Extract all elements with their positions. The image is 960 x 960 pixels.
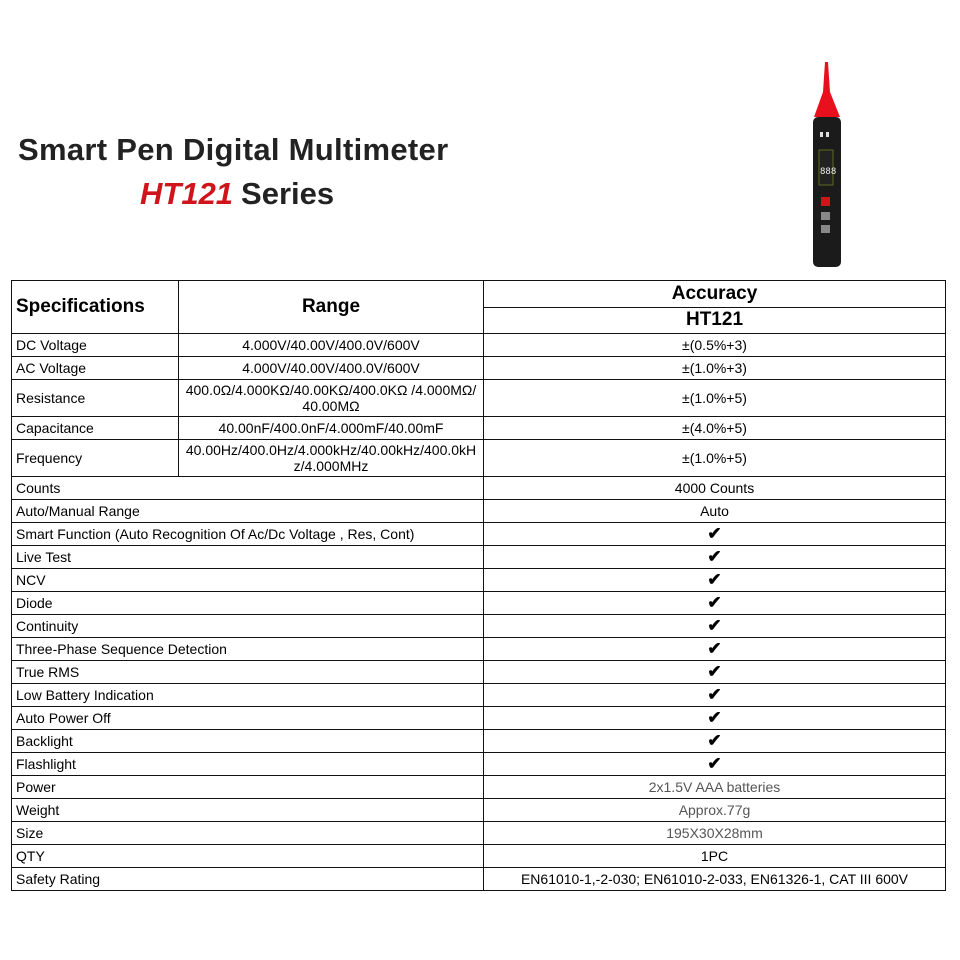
table-row [12, 776, 946, 799]
spec-value: Approx.77g [484, 799, 946, 822]
header-specifications: Specifications [12, 281, 179, 334]
spec-table [11, 280, 946, 891]
spec-value: Auto [484, 500, 946, 523]
check-icon: ✔ [484, 523, 946, 546]
spec-label: Continuity [12, 615, 484, 638]
table-row [12, 592, 946, 615]
table-row [12, 500, 946, 523]
spec-label: NCV [12, 569, 484, 592]
table-row [12, 822, 946, 845]
spec-label: Resistance [12, 380, 179, 417]
spec-label: Safety Rating [12, 868, 484, 891]
spec-label: Size [12, 822, 484, 845]
check-icon: ✔ [484, 592, 946, 615]
range-value: 40.00Hz/400.0Hz/4.000kHz/40.00kHz/400.0kHz/4.000MHz [179, 440, 484, 477]
svg-text:888: 888 [820, 167, 837, 177]
table-row [12, 357, 946, 380]
table-row [12, 615, 946, 638]
spec-value: EN61010-1,-2-030; EN61010-2-033, EN61326-1, CAT III 600V [484, 868, 946, 891]
accuracy-value: ±(1.0%+5) [484, 440, 946, 477]
accuracy-value: ±(4.0%+5) [484, 417, 946, 440]
spec-label: AC Voltage [12, 357, 179, 380]
table-row [12, 730, 946, 753]
header-model: HT121 [484, 307, 946, 334]
check-icon: ✔ [484, 546, 946, 569]
spec-label: Diode [12, 592, 484, 615]
page-subtitle [140, 176, 334, 212]
spec-label: Low Battery Indication [12, 684, 484, 707]
model-name: HT121 [140, 176, 234, 211]
check-icon: ✔ [484, 753, 946, 776]
check-icon: ✔ [484, 707, 946, 730]
spec-value: 1PC [484, 845, 946, 868]
table-row [12, 845, 946, 868]
spec-label: Smart Function (Auto Recognition Of Ac/Dc Voltage , Res, Cont) [12, 523, 484, 546]
check-icon: ✔ [484, 684, 946, 707]
table-row [12, 477, 946, 500]
table-row [12, 868, 946, 891]
table-row [12, 380, 946, 417]
accuracy-value: ±(1.0%+3) [484, 357, 946, 380]
spec-label: Weight [12, 799, 484, 822]
range-value: 40.00nF/400.0nF/4.000mF/40.00mF [179, 417, 484, 440]
spec-label: True RMS [12, 661, 484, 684]
table-row [12, 638, 946, 661]
table-row [12, 440, 946, 477]
table-row [12, 334, 946, 357]
check-icon: ✔ [484, 661, 946, 684]
table-row [12, 546, 946, 569]
table-row [12, 569, 946, 592]
check-icon: ✔ [484, 730, 946, 753]
spec-label: DC Voltage [12, 334, 179, 357]
spec-label: Live Test [12, 546, 484, 569]
spec-value: 4000 Counts [484, 477, 946, 500]
spec-label: Power [12, 776, 484, 799]
multimeter-pen-image [800, 62, 860, 277]
spec-label: Counts [12, 477, 484, 500]
series-label: Series [241, 176, 335, 211]
table-row [12, 707, 946, 730]
spec-label: Auto/Manual Range [12, 500, 484, 523]
header-range: Range [179, 281, 484, 334]
accuracy-value: ±(1.0%+5) [484, 380, 946, 417]
check-icon: ✔ [484, 569, 946, 592]
range-value: 4.000V/40.00V/400.0V/600V [179, 357, 484, 380]
spec-label: Backlight [12, 730, 484, 753]
header-accuracy: Accuracy [484, 281, 946, 308]
check-icon: ✔ [484, 615, 946, 638]
spec-label: Capacitance [12, 417, 179, 440]
spec-label: Auto Power Off [12, 707, 484, 730]
check-icon: ✔ [484, 638, 946, 661]
table-row [12, 753, 946, 776]
spec-label: Flashlight [12, 753, 484, 776]
accuracy-value: ±(0.5%+3) [484, 334, 946, 357]
spec-value: 195X30X28mm [484, 822, 946, 845]
spec-label: Frequency [12, 440, 179, 477]
table-row [12, 684, 946, 707]
table-row [12, 523, 946, 546]
table-row [12, 799, 946, 822]
page-title: Smart Pen Digital Multimeter [18, 132, 449, 167]
table-row [12, 417, 946, 440]
range-value: 4.000V/40.00V/400.0V/600V [179, 334, 484, 357]
spec-label: QTY [12, 845, 484, 868]
spec-value: 2x1.5V AAA batteries [484, 776, 946, 799]
spec-label: Three-Phase Sequence Detection [12, 638, 484, 661]
range-value: 400.0Ω/4.000KΩ/40.00KΩ/400.0KΩ /4.000MΩ/40.00MΩ [179, 380, 484, 417]
table-row [12, 661, 946, 684]
